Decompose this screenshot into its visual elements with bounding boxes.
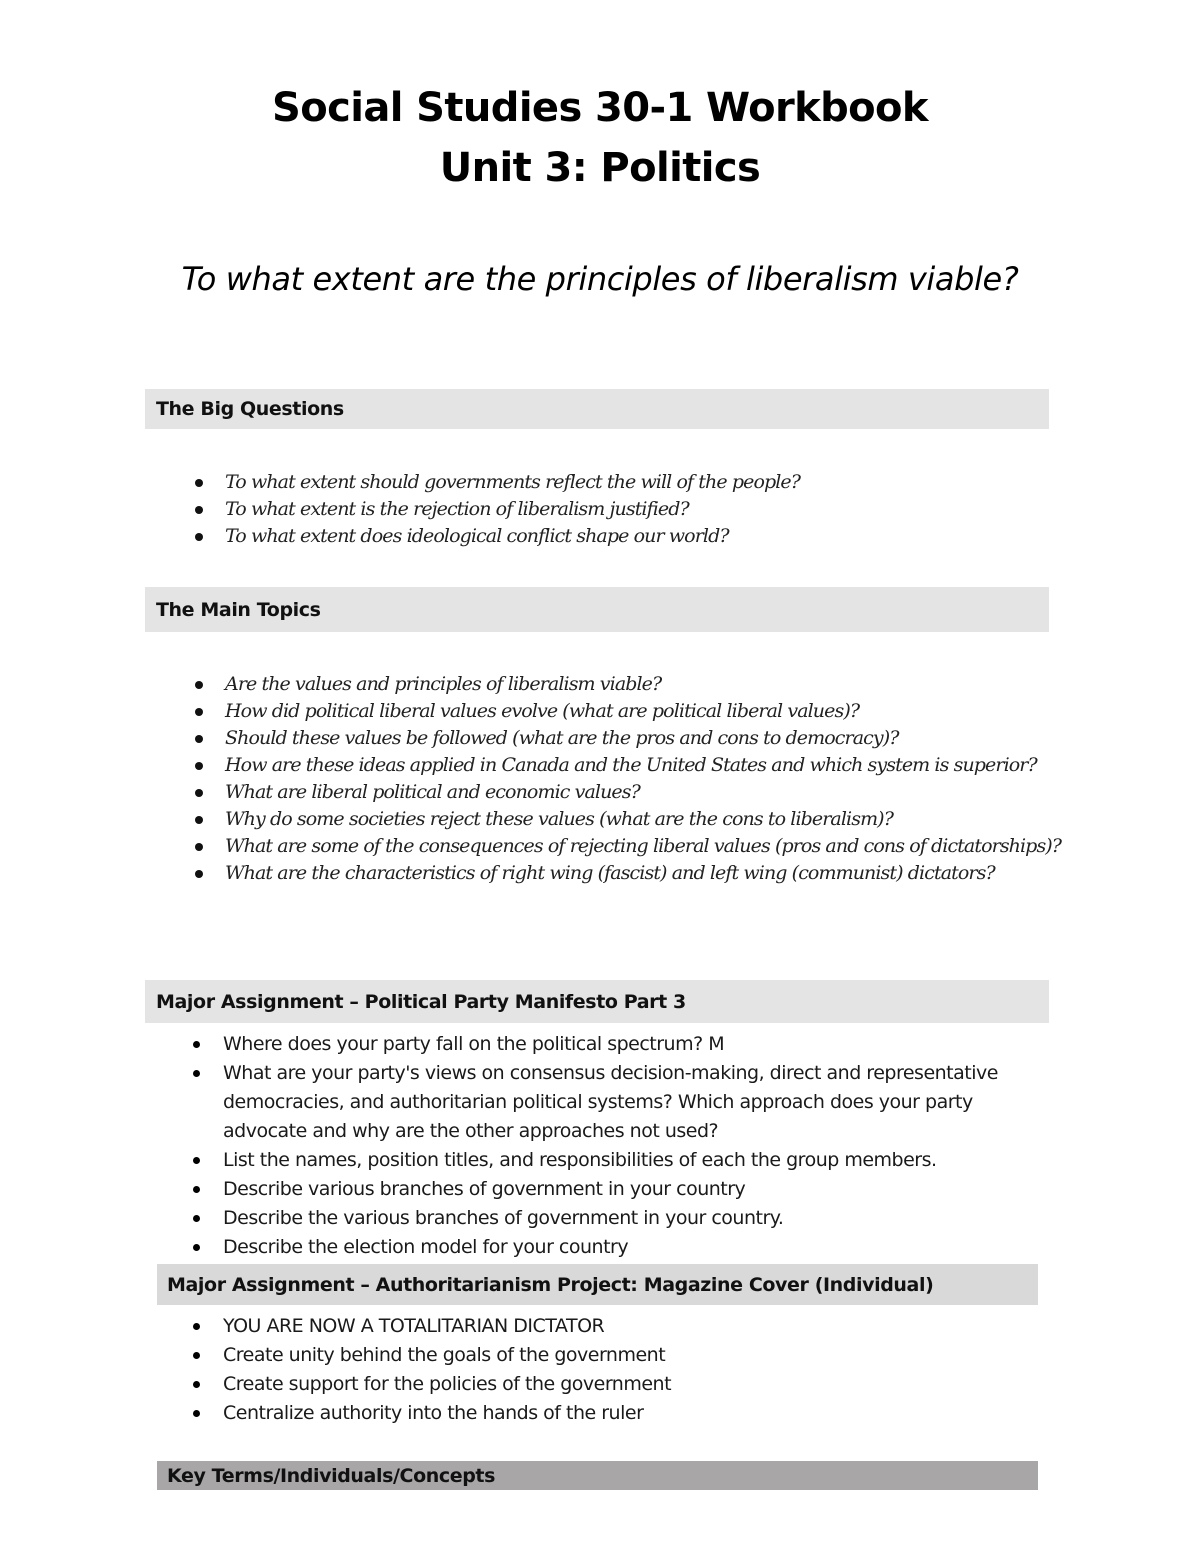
section-heading-label: Major Assignment – Political Party Manifesto Part 3 — [156, 990, 686, 1013]
bullet-icon — [195, 789, 203, 797]
list-item: To what extent is the rejection of liberalism justified? — [195, 496, 1095, 523]
section-heading-label: Major Assignment – Authoritarianism Project: Magazine Cover (Individual) — [167, 1273, 934, 1296]
list-item: Should these values be followed (what are the pros and cons to democracy)? — [195, 725, 1075, 752]
bullet-icon — [195, 762, 203, 770]
list-item: What are some of the consequences of rejecting liberal values (pros and cons of dictatorships)? — [195, 833, 1075, 860]
section-heading-label: Key Terms/Individuals/Concepts — [167, 1464, 495, 1487]
list-item: Describe the election model for your country — [193, 1233, 1033, 1262]
list-item: How did political liberal values evolve (what are political liberal values)? — [195, 698, 1075, 725]
bullet-icon — [195, 870, 203, 878]
section-heading-key-terms — [157, 1461, 1038, 1490]
list-item: Are the values and principles of liberalism viable? — [195, 671, 1075, 698]
section-heading-big-questions — [145, 389, 1049, 429]
bullet-icon — [193, 1070, 200, 1077]
bullet-icon — [193, 1157, 200, 1164]
list-item: Describe the various branches of government in your country. — [193, 1204, 1033, 1233]
list-item: List the names, position titles, and responsibilities of each the group members. — [193, 1146, 1033, 1175]
bullet-icon — [195, 681, 203, 689]
unit-title: Unit 3: Politics — [439, 145, 761, 191]
section-heading-main-topics — [145, 587, 1049, 632]
list-item: What are your party's views on consensus decision-making, direct and representative democracies, and authoritarian political systems? Which approach does your party advocate and why are the other approaches not used? — [193, 1059, 1033, 1146]
bullet-icon — [195, 506, 203, 514]
bullet-icon — [193, 1186, 200, 1193]
bullet-icon — [195, 735, 203, 743]
list-item: YOU ARE NOW A TOTALITARIAN DICTATOR — [193, 1312, 1033, 1341]
section-heading-authoritarianism — [157, 1264, 1038, 1305]
list-item: To what extent should governments reflect the will of the people? — [195, 469, 1095, 496]
section-heading-label: The Main Topics — [156, 598, 321, 621]
list-item: Describe various branches of government in your country — [193, 1175, 1033, 1204]
list-item: How are these ideas applied in Canada and the United States and which system is superior? — [195, 752, 1075, 779]
bullet-icon — [195, 816, 203, 824]
document-title: Social Studies 30-1 Workbook — [272, 85, 928, 131]
manifesto-list — [193, 1030, 1033, 1262]
bullet-icon — [195, 708, 203, 716]
bullet-icon — [193, 1410, 200, 1417]
section-heading-label: The Big Questions — [156, 398, 344, 420]
authoritarianism-list — [193, 1312, 1033, 1428]
list-item: Create unity behind the goals of the government — [193, 1341, 1033, 1370]
unit-question: To what extent are the principles of liberalism viable? — [181, 260, 1019, 298]
bullet-icon — [193, 1215, 200, 1222]
big-questions-list — [195, 469, 1095, 550]
bullet-icon — [193, 1352, 200, 1359]
list-item: Why do some societies reject these values (what are the cons to liberalism)? — [195, 806, 1075, 833]
bullet-icon — [195, 533, 203, 541]
list-item: Create support for the policies of the government — [193, 1370, 1033, 1399]
list-item: Centralize authority into the hands of the ruler — [193, 1399, 1033, 1428]
bullet-icon — [193, 1041, 200, 1048]
main-topics-list — [195, 671, 1075, 887]
bullet-icon — [193, 1244, 200, 1251]
bullet-icon — [193, 1381, 200, 1388]
bullet-icon — [195, 479, 203, 487]
bullet-icon — [195, 843, 203, 851]
list-item: To what extent does ideological conflict shape our world? — [195, 523, 1095, 550]
bullet-icon — [193, 1323, 200, 1330]
list-item: What are liberal political and economic values? — [195, 779, 1075, 806]
section-heading-manifesto — [145, 980, 1049, 1023]
list-item: What are the characteristics of right wing (fascist) and left wing (communist) dictators? — [195, 860, 1075, 887]
list-item: Where does your party fall on the political spectrum? M — [193, 1030, 1033, 1059]
